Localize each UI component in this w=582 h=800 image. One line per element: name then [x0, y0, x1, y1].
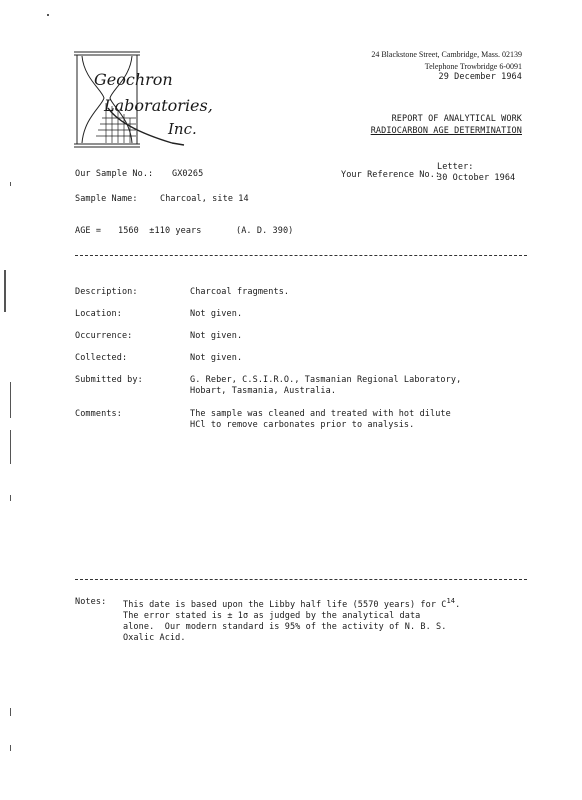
- sample-name-label: Sample Name:: [75, 194, 138, 204]
- field-comments: [75, 409, 461, 443]
- notes-line-1-superscript: 14: [446, 597, 456, 605]
- field-value: HCl to remove carbonates prior to analysis.: [190, 420, 415, 430]
- scan-speck: [47, 14, 49, 16]
- dashed-separator-top: [75, 255, 527, 256]
- scan-speck: [10, 708, 11, 716]
- report-date: 29 December 1964: [438, 72, 522, 82]
- your-reference-value-line1: Letter:: [437, 162, 474, 172]
- field-label: Comments:: [75, 409, 122, 419]
- scan-speck: [4, 270, 6, 312]
- field-value: Hobart, Tasmania, Australia.: [190, 386, 337, 396]
- age-label: AGE =: [75, 226, 102, 236]
- your-reference-label: Your Reference No.:: [341, 170, 441, 180]
- field-description: [75, 287, 461, 309]
- our-sample-value: GX0265: [172, 169, 204, 179]
- field-label: Collected:: [75, 353, 128, 363]
- field-label: Submitted by:: [75, 375, 143, 385]
- report-title-line2: RADIOCARBON AGE DETERMINATION: [370, 126, 522, 136]
- field-location: [75, 309, 461, 331]
- field-submitted-by: [75, 375, 461, 409]
- notes-text: [123, 597, 460, 643]
- address-line: 24 Blackstone Street, Cambridge, Mass. 02139: [371, 50, 522, 59]
- logo-text-inc: Inc.: [168, 120, 197, 138]
- field-value: The sample was cleaned and treated with hot dilute: [190, 409, 451, 419]
- scan-speck: [10, 182, 11, 186]
- field-value: Not given.: [190, 331, 243, 341]
- field-value: G. Reber, C.S.I.R.O., Tasmanian Regional Laboratory,: [190, 375, 462, 385]
- report-title-line1: REPORT OF ANALYTICAL WORK: [391, 114, 522, 124]
- our-sample-label: Our Sample No.:: [75, 169, 154, 179]
- notes-label: Notes:: [75, 597, 107, 607]
- field-value-lines: [190, 375, 461, 409]
- notes-line-1-text: This date is based upon the Libby half life (5570 years) for C: [123, 599, 447, 610]
- scan-speck: [10, 430, 11, 464]
- logo-text-geochron: Geochron: [94, 70, 173, 89]
- field-value: Charcoal fragments.: [190, 287, 290, 297]
- age-ad-date: (A. D. 390): [236, 226, 294, 236]
- letterhead-logo: [72, 48, 212, 152]
- field-label: Occurrence:: [75, 331, 133, 341]
- notes-line-2: The error stated is ± 1σ as judged by the analytical data: [123, 610, 421, 621]
- age-value: 1560 ±110 years: [118, 226, 202, 236]
- fields-list: [75, 287, 461, 443]
- notes-line-1-end: .: [455, 599, 461, 610]
- telephone-line: Telephone Trowbridge 6-0091: [424, 62, 522, 71]
- report-title-block: [330, 114, 522, 136]
- field-value: Not given.: [190, 353, 243, 363]
- scan-speck: [10, 382, 11, 418]
- notes-line-1: [123, 597, 460, 610]
- sample-name-value: Charcoal, site 14: [160, 194, 249, 204]
- logo-text-laboratories: Laboratories,: [104, 96, 213, 115]
- notes-line-3: alone. Our modern standard is 95% of the activity of N. B. S.: [123, 621, 447, 632]
- field-collected: [75, 353, 461, 375]
- address-block: [300, 50, 522, 82]
- field-value-lines: [190, 409, 451, 443]
- dashed-separator-bottom: [75, 579, 527, 580]
- field-label: Description:: [75, 287, 138, 297]
- field-value: Not given.: [190, 309, 243, 319]
- scan-speck: [10, 495, 11, 501]
- field-label: Location:: [75, 309, 122, 319]
- field-occurrence: [75, 331, 461, 353]
- notes-line-4: Oxalic Acid.: [123, 632, 186, 643]
- your-reference-value-line2: 30 October 1964: [437, 173, 516, 183]
- scan-speck: [10, 745, 11, 751]
